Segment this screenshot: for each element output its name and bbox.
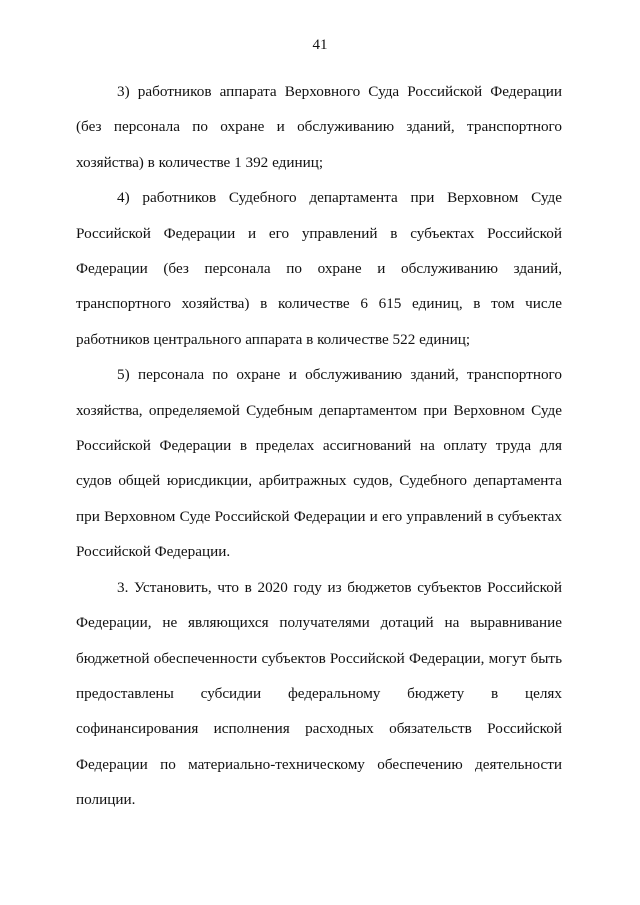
paragraph-item-5-maintenance-staff: 5) персонала по охране и обслуживанию зданий, транспортного хозяйства, определяемой Судебным департаментом при Верховном Суде Российской Федерации в пределах ассигнований на оплату труда для судов общей юрисдикции, арбитражных судов, Судебного департамента при Верховном Суде Российской Федерации и его управлений в субъектах Российской Федерации. [76, 366, 562, 561]
page-number: 41 [312, 37, 328, 53]
document-body [76, 74, 562, 818]
paragraph-item-3-supreme-court-staff: 3) работников аппарата Верховного Суда Российской Федерации (без персонала по охране и обслуживанию зданий, транспортного хозяйства) в количестве 1 392 единиц; [76, 83, 562, 171]
paragraph-item-4-judicial-department-staff: 4) работников Судебного департамента при Верховном Суде Российской Федерации и его управлений в субъектах Российской Федерации (без персонала по охране и обслуживанию зданий, транспортного хозяйства) в количестве 6 615 единиц, в том числе работников центрального аппарата в количестве 522 единиц; [76, 189, 562, 348]
paragraph-clause-3-subsidies: 3. Установить, что в 2020 году из бюджетов субъектов Российской Федерации, не являющихся получателями дотаций на выравнивание бюджетной обеспеченности субъектов Российской Федерации, могут быть предоставлены субсидии федеральному бюджету в целях софинансирования исполнения расходных обязательств Российской Федерации по материально-техническому обеспечению деятельности полиции. [76, 578, 562, 809]
